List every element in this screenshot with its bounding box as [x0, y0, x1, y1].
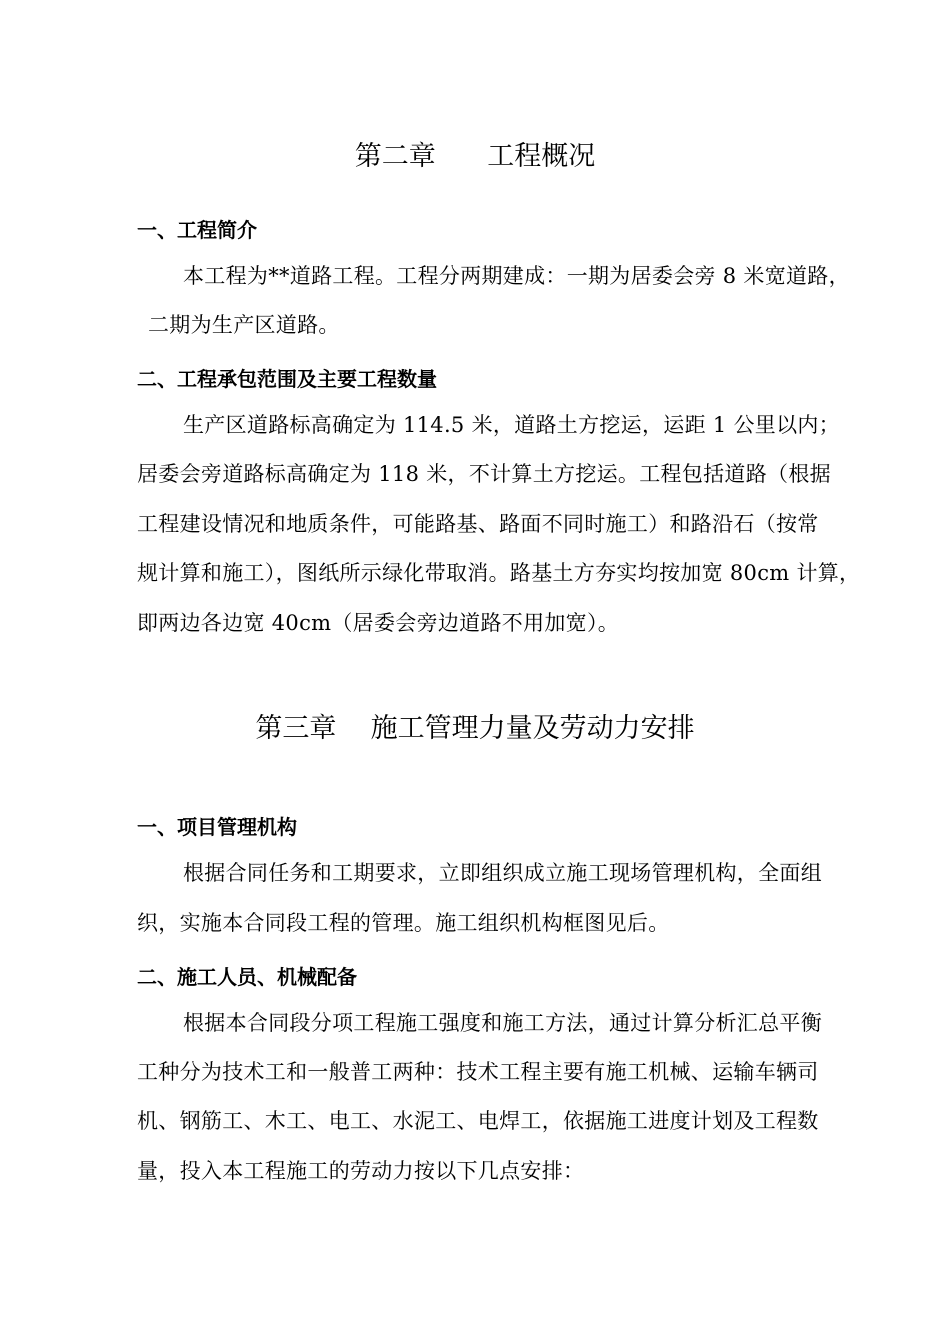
paragraph-line: 织，实施本合同段工程的管理。施工组织机构框图见后。 [137, 911, 670, 935]
chapter-title: 第三章 施工管理力量及劳动力安排 [255, 713, 695, 744]
paragraph-line: 工程建设情况和地质条件，可能路基、路面不同时施工）和路沿石（按常 [137, 512, 819, 536]
paragraph-line: 居委会旁道路标高确定为 118 米，不计算土方挖运。工程包括道路（根据 [137, 462, 831, 486]
chapter-title: 第二章 工程概况 [354, 141, 596, 172]
section-heading: 一、项目管理机构 [137, 815, 297, 839]
paragraph-line: 根据合同任务和工期要求，立即组织成立施工现场管理机构，全面组 [183, 861, 822, 885]
paragraph-line: 即两边各边宽 40cm（居委会旁边道路不用加宽）。 [137, 611, 620, 635]
section-heading: 二、工程承包范围及主要工程数量 [137, 367, 437, 391]
paragraph-line: 工种分为技术工和一般普工两种：技术工程主要有施工机械、运输车辆司 [137, 1060, 819, 1084]
paragraph-line: 二期为生产区道路。 [148, 313, 340, 337]
paragraph-line: 规计算和施工），图纸所示绿化带取消。路基土方夯实均按加宽 80cm 计算， [137, 561, 861, 585]
paragraph-line: 机、钢筋工、木工、电工、水泥工、电焊工，依据施工进度计划及工程数 [137, 1109, 819, 1133]
section-heading: 二、施工人员、机械配备 [137, 965, 357, 989]
paragraph-line: 量，投入本工程施工的劳动力按以下几点安排： [137, 1159, 585, 1183]
paragraph-line: 本工程为**道路工程。工程分两期建成：一期为居委会旁 8 米宽道路， [183, 264, 850, 288]
paragraph-line: 根据本合同段分项工程施工强度和施工方法，通过计算分析汇总平衡 [183, 1011, 822, 1035]
paragraph-line: 生产区道路标高确定为 114.5 米，道路土方挖运，运距 1 公里以内； [183, 413, 840, 437]
section-heading: 一、工程简介 [137, 218, 257, 242]
